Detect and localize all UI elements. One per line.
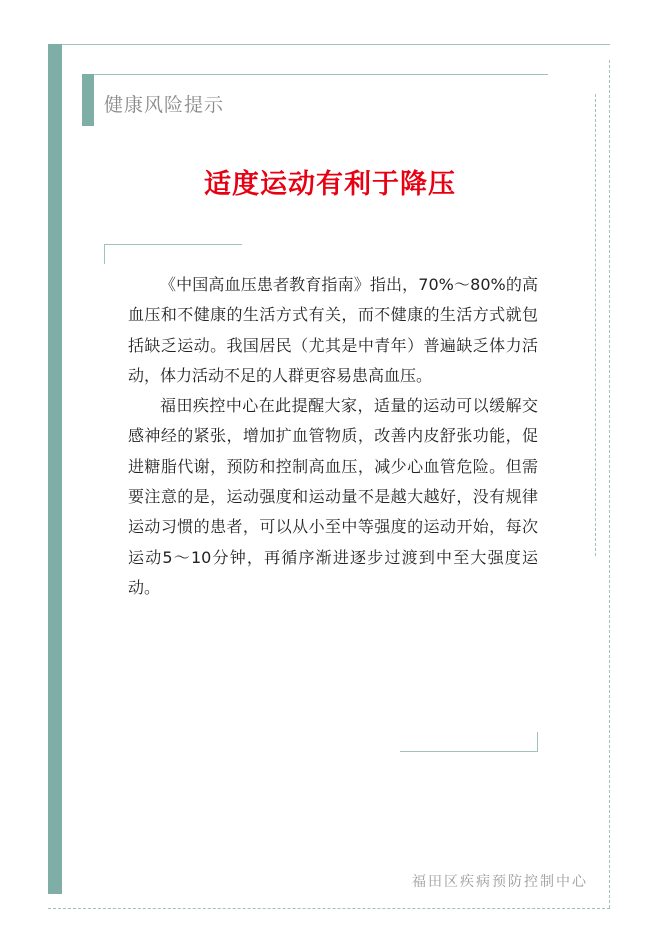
bottom-dashed-border	[48, 908, 610, 909]
corner-bracket-bottom-right	[400, 751, 538, 752]
section-label-accent	[82, 74, 94, 126]
corner-bracket-top-left-vertical	[104, 244, 105, 264]
corner-bracket-top-left	[104, 244, 242, 245]
article-body	[128, 270, 538, 603]
corner-bracket-bottom-right-vertical	[537, 732, 538, 752]
top-border-line	[62, 44, 610, 45]
section-label: 健康风险提示	[104, 94, 225, 116]
section-label-line	[94, 74, 548, 75]
footer-organization: 福田区疾病预防控制中心	[412, 874, 588, 890]
page-title: 适度运动有利于降压	[204, 169, 456, 200]
paragraph-2: 福田疾控中心在此提醒大家，适量的运动可以缓解交感神经的紧张，增加扩血管物质，改善内皮舒张功能，促进糖脂代谢，预防和控制高血压，减少心血管危险。但需要注意的是，运动强度和运动量不是越大越好，没有规律运动习惯的患者，可以从小至中等强度的运动开始，每次运动5～10分钟，再循序渐进逐步过渡到中至大强度运动。	[128, 396, 538, 597]
paragraph-1: 《中国高血压患者教育指南》指出，70%～80%的高血压和不健康的生活方式有关，而不健康的生活方式就包括缺乏运动。我国居民（尤其是中青年）普遍缺乏体力活动，体力活动不足的人群更容易患高血压。	[128, 275, 538, 385]
